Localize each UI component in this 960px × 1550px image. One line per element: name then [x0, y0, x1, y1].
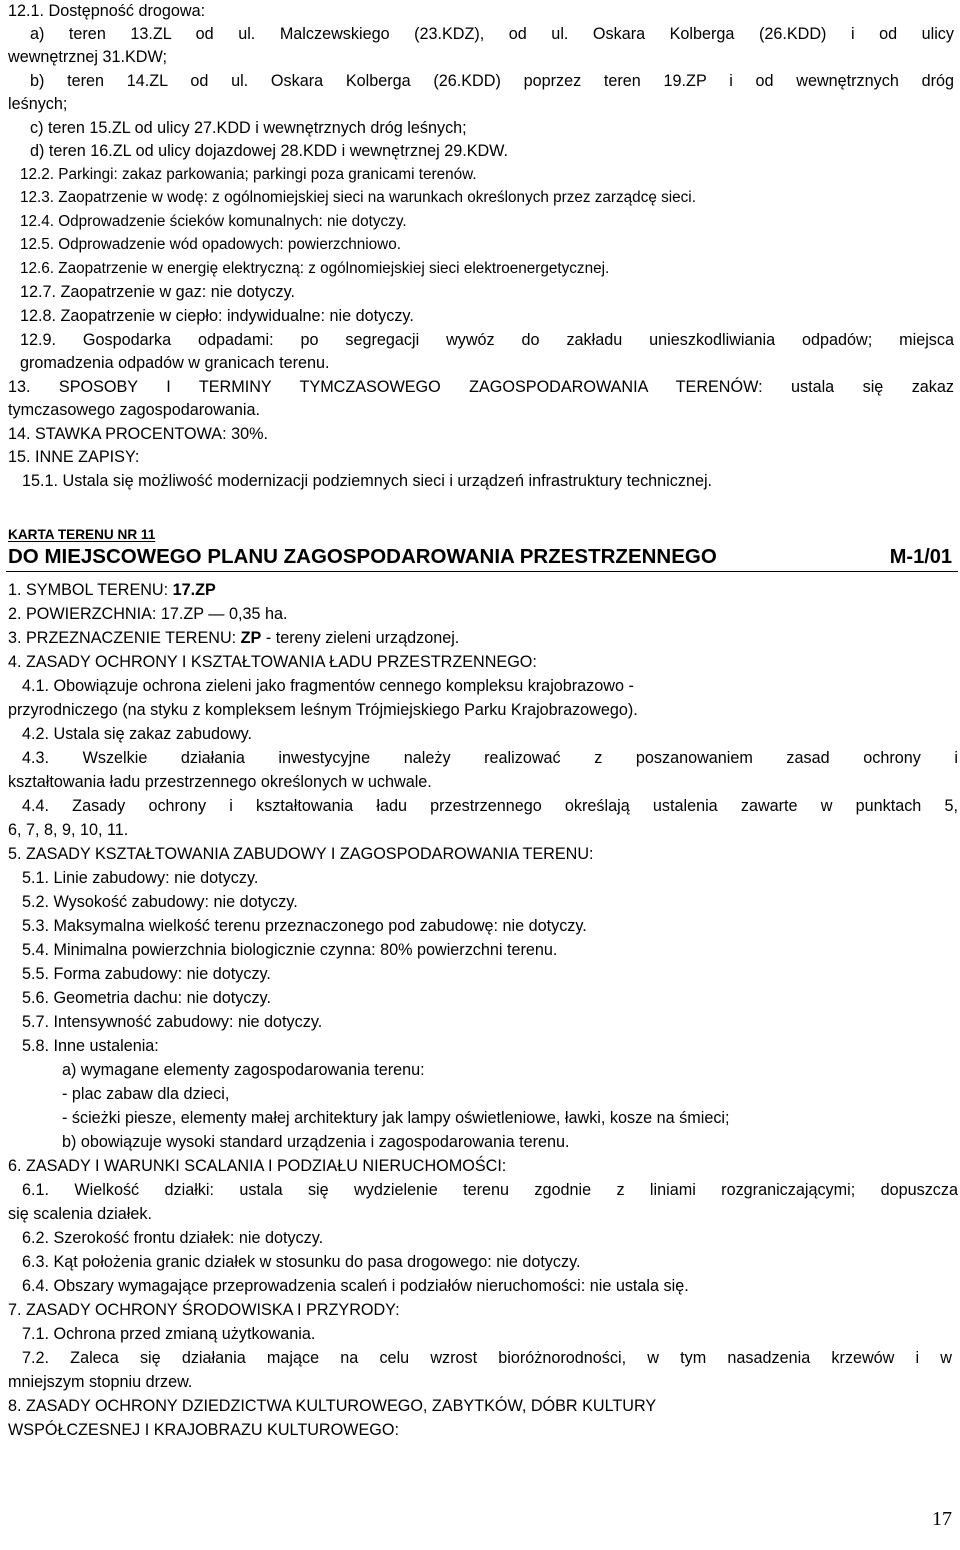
item-5-8-a: a) wymagane elementy zagospodarowania terenu: — [62, 1061, 425, 1079]
item-5-8-a-1: - plac zabaw dla dzieci, — [62, 1085, 230, 1103]
section-12-4: 12.4. Odprowadzenie ścieków komunalnych: nie dotyczy. — [20, 213, 407, 230]
item-3-purpose — [8, 628, 459, 648]
section-12-1-c: c) teren 15.ZL od ulicy 27.KDD i wewnętrznych dróg leśnych; — [30, 119, 467, 137]
item-4-1-line1: 4.1. Obowiązuje ochrona zieleni jako fragmentów cennego kompleksu krajobrazowo - — [22, 677, 634, 695]
item-7-1: 7.1. Ochrona przed zmianą użytkowania. — [22, 1325, 316, 1343]
section-12-7: 12.7. Zaopatrzenie w gaz: nie dotyczy. — [20, 283, 296, 301]
item-5-5: 5.5. Forma zabudowy: nie dotyczy. — [22, 965, 271, 983]
item-4-4-line2: 6, 7, 8, 9, 10, 11. — [8, 821, 129, 839]
item-3-suffix: - tereny zieleni urządzonej. — [261, 629, 460, 647]
item-1-prefix: 1. SYMBOL TERENU: — [8, 581, 173, 599]
item-6-2: 6.2. Szerokość frontu działek: nie dotyczy. — [22, 1229, 324, 1247]
item-6-heading: 6. ZASADY I WARUNKI SCALANIA I PODZIAŁU NIERUCHOMOŚCI: — [8, 1157, 507, 1175]
section-15-1: 15.1. Ustala się możliwość modernizacji podziemnych sieci i urządzeń infrastruktury technicznej. — [22, 472, 713, 490]
section-12-1-heading: 12.1. Dostępność drogowa: — [8, 2, 206, 20]
card-code: M-1/01 — [889, 546, 952, 568]
section-12-9-line2: gromadzenia odpadów w granicach terenu. — [20, 354, 330, 372]
section-12-8: 12.8. Zaopatrzenie w ciepło: indywidualne: nie dotyczy. — [20, 307, 414, 325]
item-4-2: 4.2. Ustala się zakaz zabudowy. — [22, 725, 253, 743]
item-4-3-line2: kształtowania ładu przestrzennego określonych w uchwale. — [8, 773, 432, 791]
item-5-8-a-2: - ścieżki piesze, elementy małej architektury jak lampy oświetleniowe, ławki, kosze na śmieci; — [62, 1109, 730, 1127]
item-4-3-line1: 4.3. Wszelkie działania inwestycyjne należy realizować z poszanowaniem zasad ochrony i — [22, 749, 958, 767]
item-5-3: 5.3. Maksymalna wielkość terenu przeznaczonego pod zabudowę: nie dotyczy. — [22, 917, 587, 935]
section-12-1-a-line2: wewnętrznej 31.KDW; — [8, 48, 167, 66]
item-4-4-line1: 4.4. Zasady ochrony i kształtowania ładu przestrzennego określają ustalenia zawarte w punktach 5, — [22, 797, 958, 815]
item-3-prefix: 3. PRZEZNACZENIE TERENU: — [8, 629, 241, 647]
item-7-2-line2: mniejszym stopniu drzew. — [8, 1373, 193, 1391]
item-1-value: 17.ZP — [172, 581, 216, 599]
card-title: DO MIEJSCOWEGO PLANU ZAGOSPODAROWANIA PRZESTRZENNEGO — [8, 545, 717, 568]
section-12-1-b-line1: b) teren 14.ZL od ul. Oskara Kolberga (26.KDD) poprzez teren 19.ZP i od wewnętrznych dróg — [30, 72, 954, 90]
section-12-3: 12.3. Zaopatrzenie w wodę: z ogólnomiejskiej sieci na warunkach określonych przez zarządcę sieci. — [20, 189, 696, 206]
card-divider — [6, 571, 958, 572]
item-4-1-line2: przyrodniczego (na styku z kompleksem leśnym Trójmiejskiego Parku Krajobrazowego). — [8, 701, 638, 719]
item-6-1-line1: 6.1. Wielkość działki: ustala się wydzielenie terenu zgodnie z liniami rozgraniczającymi; dopuszcza — [22, 1181, 958, 1199]
item-5-2: 5.2. Wysokość zabudowy: nie dotyczy. — [22, 893, 298, 911]
section-13-line1: 13. SPOSOBY I TERMINY TYMCZASOWEGO ZAGOSPODAROWANIA TERENÓW: ustala się zakaz — [8, 378, 954, 396]
item-7-heading: 7. ZASADY OCHRONY ŚRODOWISKA I PRZYRODY: — [8, 1301, 400, 1319]
section-12-2: 12.2. Parkingi: zakaz parkowania; parkingi poza granicami terenów. — [20, 166, 477, 183]
item-2-area: 2. POWIERZCHNIA: 17.ZP — 0,35 ha. — [8, 605, 288, 623]
item-5-6: 5.6. Geometria dachu: nie dotyczy. — [22, 989, 271, 1007]
section-12-1-a-line1: a) teren 13.ZL od ul. Malczewskiego (23.KDZ), od ul. Oskara Kolberga (26.KDD) i od ulicy — [30, 25, 954, 43]
item-6-3: 6.3. Kąt położenia granic działek w stosunku do pasa drogowego: nie dotyczy. — [22, 1253, 581, 1271]
page-number: 17 — [932, 1508, 952, 1530]
section-12-9-line1: 12.9. Gospodarka odpadami: po segregacji wywóz do zakładu unieszkodliwiania odpadów; miejsca — [20, 331, 954, 349]
item-6-4: 6.4. Obszary wymagające przeprowadzenia scaleń i podziałów nieruchomości: nie ustala się. — [22, 1277, 689, 1295]
section-12-1-b-line2: leśnych; — [8, 95, 68, 113]
item-5-heading: 5. ZASADY KSZTAŁTOWANIA ZABUDOWY I ZAGOSPODAROWANIA TERENU: — [8, 845, 594, 863]
item-6-1-line2: się scalenia działek. — [8, 1205, 152, 1223]
section-14: 14. STAWKA PROCENTOWA: 30%. — [8, 425, 268, 443]
item-8-line2: WSPÓŁCZESNEJ I KRAJOBRAZU KULTUROWEGO: — [8, 1421, 399, 1439]
section-12-1-d: d) teren 16.ZL od ulicy dojazdowej 28.KDD i wewnętrznej 29.KDW. — [30, 142, 509, 160]
item-8-line1: 8. ZASADY OCHRONY DZIEDZICTWA KULTUROWEGO, ZABYTKÓW, DÓBR KULTURY — [8, 1397, 657, 1415]
item-4-heading: 4. ZASADY OCHRONY I KSZTAŁTOWANIA ŁADU PRZESTRZENNEGO: — [8, 653, 537, 671]
item-5-1: 5.1. Linie zabudowy: nie dotyczy. — [22, 869, 259, 887]
section-12-5: 12.5. Odprowadzenie wód opadowych: powierzchniowo. — [20, 236, 401, 253]
item-5-4: 5.4. Minimalna powierzchnia biologicznie czynna: 80% powierzchni terenu. — [22, 941, 558, 959]
item-5-8-b: b) obowiązuje wysoki standard urządzenia i zagospodarowania terenu. — [62, 1133, 570, 1151]
item-7-2-line1: 7.2. Zaleca się działania mające na celu wzrost bioróżnorodności, w tym nasadzenia krzewów i w — [22, 1349, 952, 1367]
section-12-6: 12.6. Zaopatrzenie w energię elektryczną: z ogólnomiejskiej sieci elektroenergetycznej. — [20, 260, 610, 277]
item-5-7: 5.7. Intensywność zabudowy: nie dotyczy. — [22, 1013, 323, 1031]
item-3-value: ZP — [240, 629, 262, 647]
card-label: KARTA TERENU NR 11 — [8, 527, 156, 542]
section-15-heading: 15. INNE ZAPISY: — [8, 448, 140, 466]
item-1-symbol — [8, 580, 216, 600]
item-5-8: 5.8. Inne ustalenia: — [22, 1037, 159, 1055]
section-13-line2: tymczasowego zagospodarowania. — [8, 401, 260, 419]
